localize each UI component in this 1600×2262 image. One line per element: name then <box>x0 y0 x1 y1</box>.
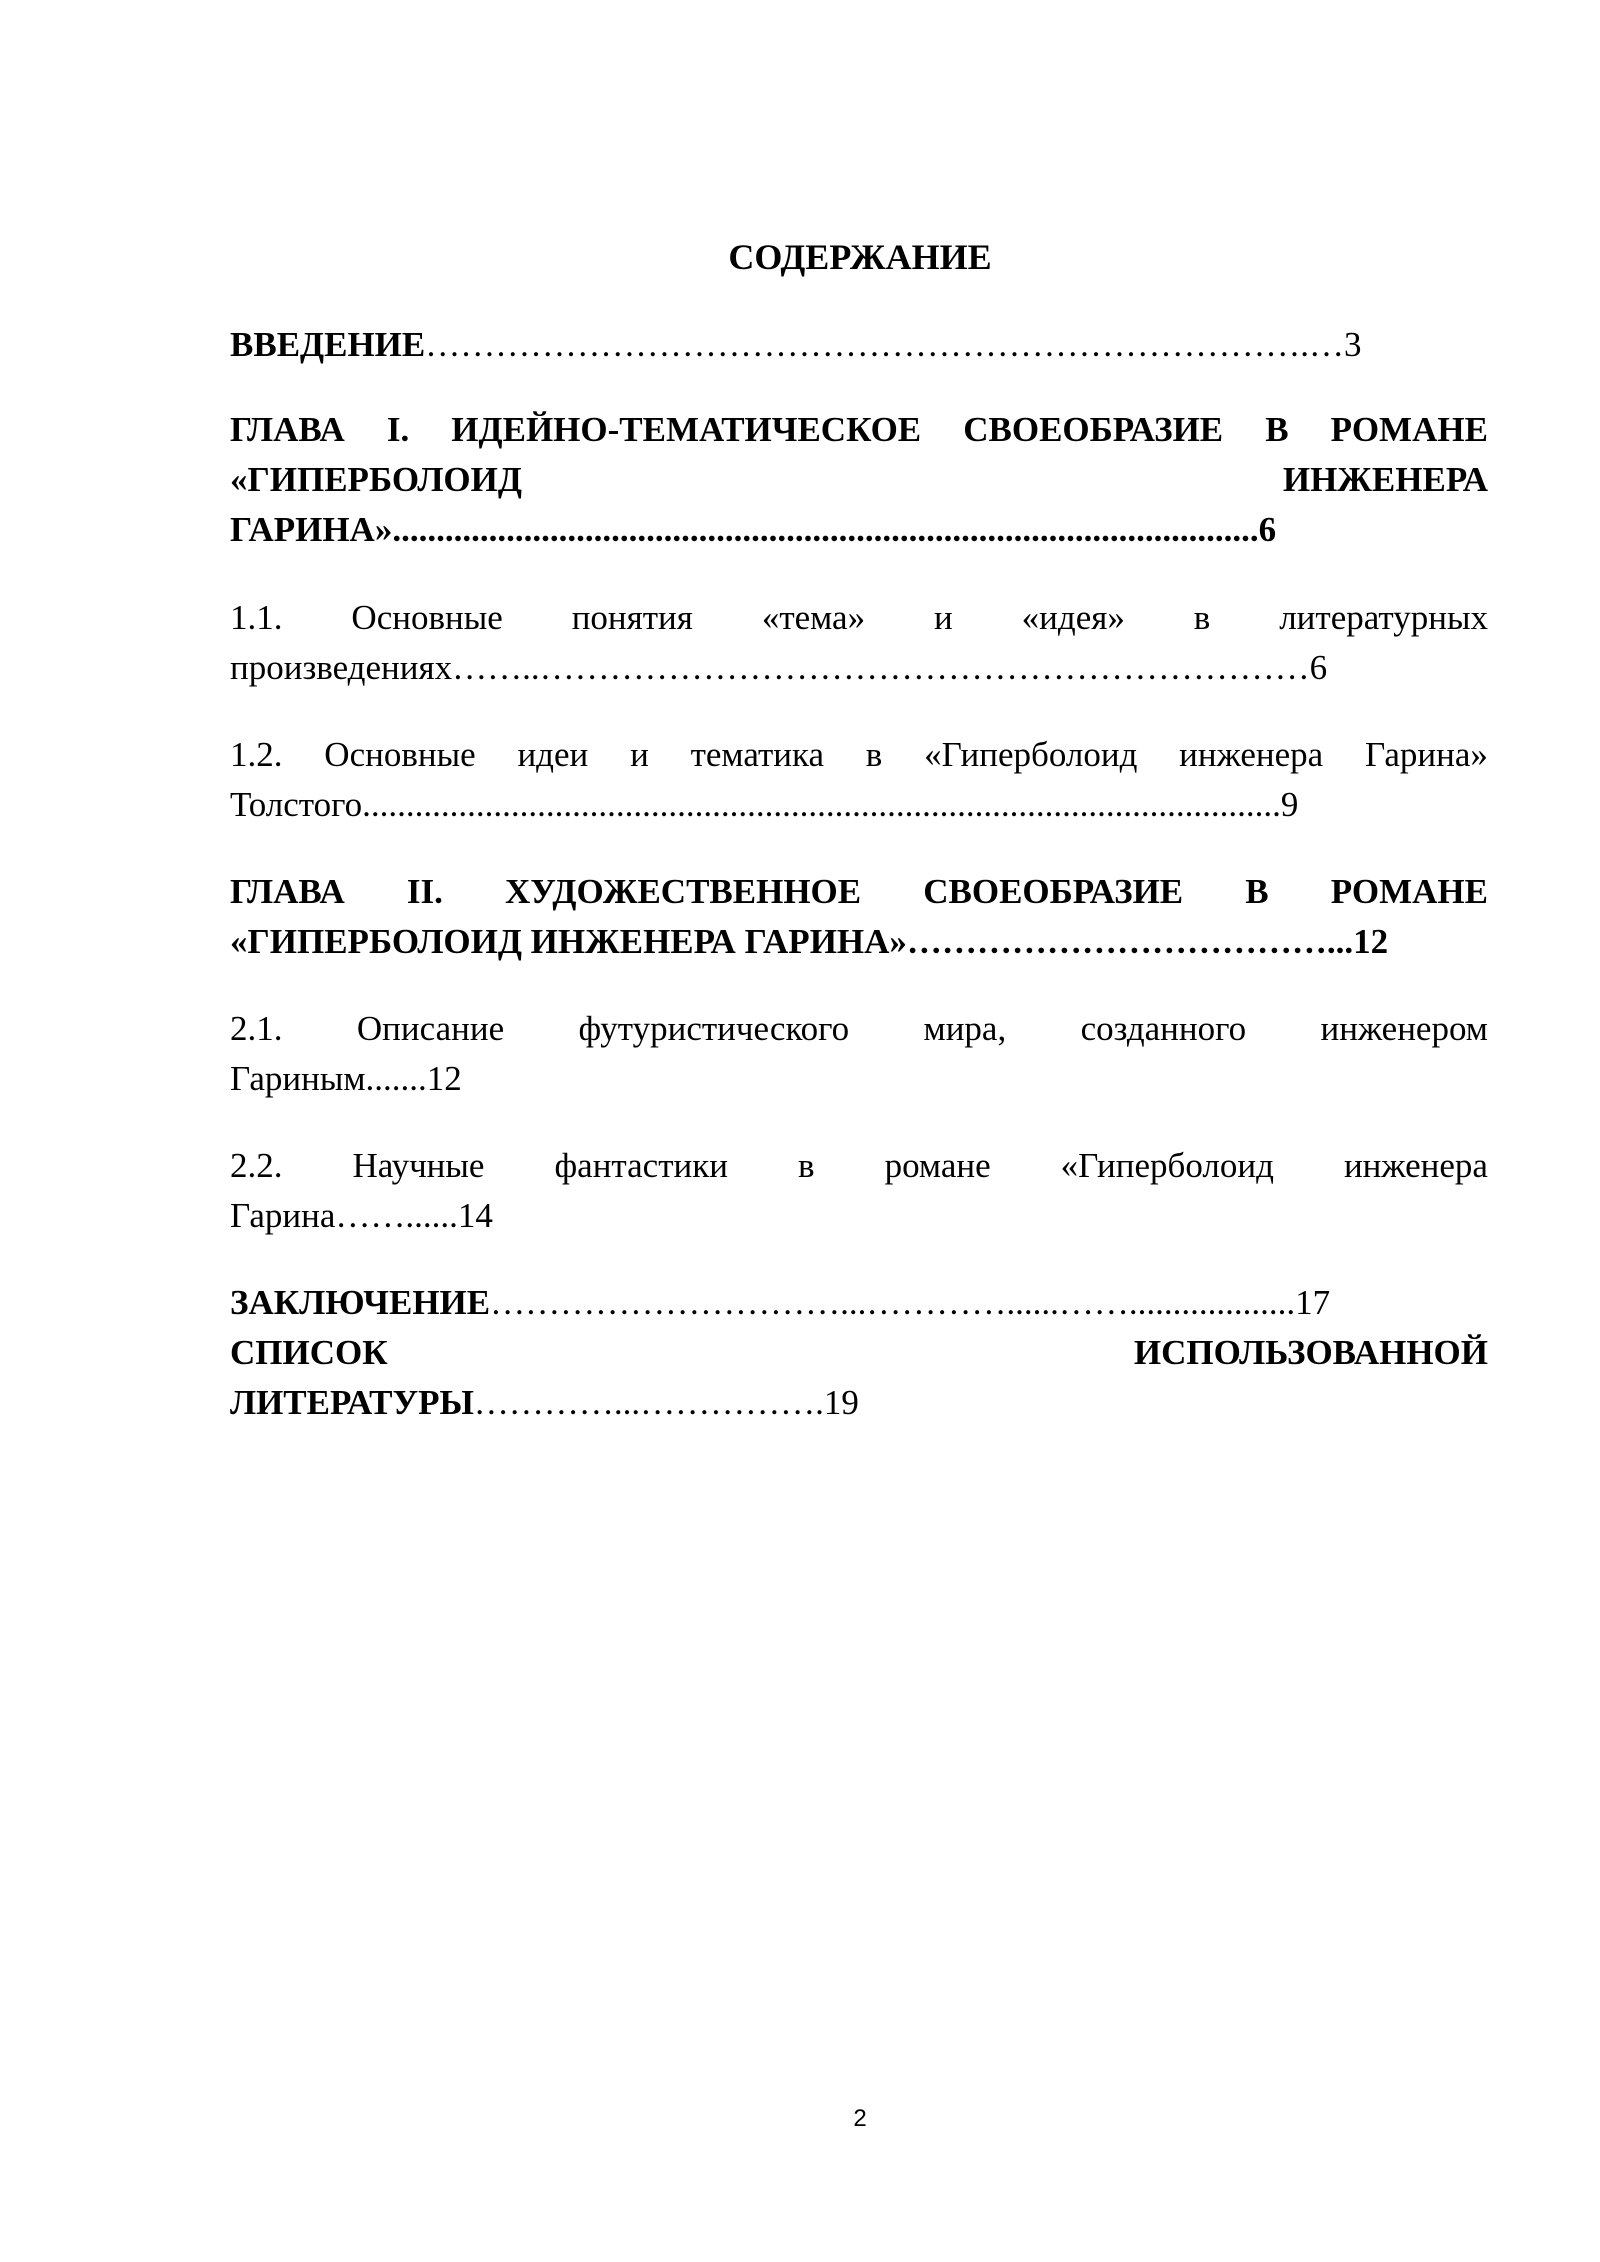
toc-section-2-2-line-2: Гарина……......14 <box>230 1196 493 1235</box>
toc-references-label: ЛИТЕРАТУРЫ <box>230 1383 474 1422</box>
toc-word: мира, <box>923 1009 1007 1048</box>
toc-section-2-2-line-1 <box>230 1141 1488 1191</box>
toc-chapter-1-line-1 <box>230 405 1488 455</box>
toc-entry-intro-line <box>230 320 1488 370</box>
toc-word: литературных <box>1279 598 1488 637</box>
toc-word: Гарина» <box>1365 735 1488 774</box>
toc-word: РОМАНЕ <box>1330 872 1488 911</box>
toc-word: СВОЕОБРАЗИЕ <box>923 872 1184 911</box>
toc-word: Научные <box>352 1146 485 1185</box>
toc-word: ИСПОЛЬЗОВАННОЙ <box>1133 1333 1488 1372</box>
toc-word: 1.2. <box>230 735 283 774</box>
toc-entry-section-1-2 <box>230 730 1488 830</box>
toc-word: Описание <box>356 1009 505 1048</box>
toc-section-1-1-line-2 <box>230 643 1488 693</box>
toc-chapter-1-line-3: ГАРИНА»...................................................................................................6 <box>230 510 1277 549</box>
toc-word: В <box>1265 410 1289 449</box>
toc-leader-dots: …………...……………. <box>473 1383 824 1422</box>
toc-word: I. <box>386 410 410 449</box>
toc-leader-dots: ………………………………………………………………….… <box>425 325 1345 364</box>
toc-word: ГЛАВА <box>230 872 345 911</box>
toc-entry-chapter-1 <box>230 405 1488 555</box>
toc-word: Основные <box>351 598 503 637</box>
toc-leader-dots: ………………………………………………………… <box>539 648 1310 687</box>
toc-leader-dots: …………………………...…………......……................... <box>490 1283 1296 1322</box>
toc-word: «Гиперболоид <box>1060 1146 1274 1185</box>
toc-word: ГЛАВА <box>230 410 345 449</box>
toc-entry-chapter-2 <box>230 867 1488 967</box>
page-number: 2 <box>853 2105 867 2132</box>
toc-references-line-2 <box>230 1378 1488 1428</box>
toc-word: ИНЖЕНЕРА <box>1282 460 1488 499</box>
toc-conclusion-line <box>230 1278 1488 1328</box>
toc-entry-section-1-1 <box>230 593 1488 693</box>
toc-word: инженера <box>1343 1146 1488 1185</box>
toc-section-text: произведениях…….. <box>230 648 540 687</box>
toc-page-number: 19 <box>823 1383 859 1422</box>
toc-entry-intro <box>230 320 1488 370</box>
toc-title: СОДЕРЖАНИЕ <box>728 237 992 277</box>
toc-word: в <box>798 1146 815 1185</box>
toc-references-line-1 <box>230 1328 1488 1378</box>
toc-section-1-2-line-1 <box>230 730 1488 780</box>
toc-section-2-1-line-1 <box>230 1004 1488 1054</box>
toc-word: 1.1. <box>230 598 283 637</box>
toc-word: РОМАНЕ <box>1330 410 1488 449</box>
toc-word: инженером <box>1320 1009 1488 1048</box>
toc-word: СПИСОК <box>230 1333 388 1372</box>
toc-word: в <box>865 735 883 774</box>
toc-section-1-1-line-1 <box>230 593 1488 643</box>
toc-word: II. <box>406 872 443 911</box>
toc-word: фантастики <box>554 1146 728 1185</box>
toc-word: В <box>1245 872 1269 911</box>
toc-word: «идея» <box>1021 598 1125 637</box>
toc-word: ИДЕЙНО-ТЕМАТИЧЕСКОЕ <box>451 410 922 449</box>
toc-word: «ГИПЕРБОЛОИД <box>230 460 522 499</box>
toc-word: и <box>630 735 649 774</box>
toc-word: «тема» <box>761 598 866 637</box>
toc-word: романе <box>884 1146 991 1185</box>
toc-word: и <box>934 598 953 637</box>
toc-chapter-2-line-1 <box>230 867 1488 917</box>
toc-conclusion-label: ЗАКЛЮЧЕНИЕ <box>230 1283 491 1322</box>
toc-word: 2.1. <box>230 1009 283 1048</box>
toc-word: «Гиперболоид <box>924 735 1138 774</box>
toc-word: инженера <box>1179 735 1324 774</box>
toc-chapter-1-line-2 <box>230 455 1488 505</box>
toc-section-1-2-line-2: Толстого.........................................................................................................9 <box>230 785 1299 824</box>
toc-intro-label: ВВЕДЕНИЕ <box>230 325 426 364</box>
toc-page-number: 3 <box>1344 325 1362 364</box>
toc-word: 2.2. <box>230 1146 283 1185</box>
toc-entry-section-2-2 <box>230 1141 1488 1241</box>
toc-word: Основные <box>324 735 476 774</box>
toc-page-number: 6 <box>1309 648 1328 687</box>
toc-word: в <box>1193 598 1211 637</box>
toc-word: тематика <box>690 735 824 774</box>
toc-entry-section-2-1 <box>230 1004 1488 1104</box>
toc-word: СВОЕОБРАЗИЕ <box>963 410 1224 449</box>
toc-word: футуристического <box>578 1009 850 1048</box>
toc-chapter-2-line-2: «ГИПЕРБОЛОИД ИНЖЕНЕРА ГАРИНА»………………………………...12 <box>230 922 1389 961</box>
toc-entry-conclusion <box>230 1278 1488 1428</box>
toc-word: ХУДОЖЕСТВЕННОЕ <box>504 872 862 911</box>
toc-word: созданного <box>1080 1009 1247 1048</box>
toc-section-2-1-line-2: Гариным.......12 <box>230 1059 462 1098</box>
toc-word: идеи <box>517 735 589 774</box>
toc-page-number: 17 <box>1295 1283 1331 1322</box>
toc-word: понятия <box>571 598 693 637</box>
